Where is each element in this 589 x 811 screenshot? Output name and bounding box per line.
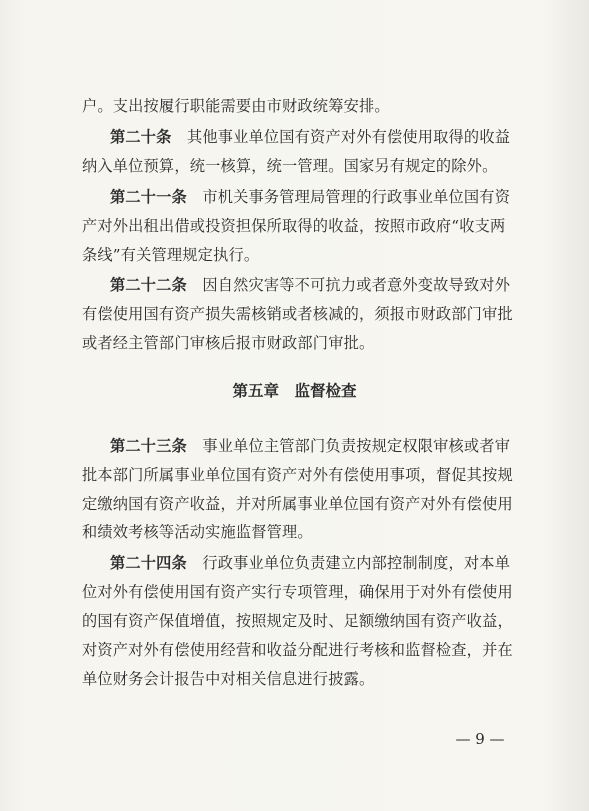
text-line: 单位财务会计报告中对相关信息进行披露。 [82,670,375,688]
article-24-first-line: 第二十四条 行政事业单位负责建立内部控制制度，对本单 [110,554,511,572]
text-line: 纳入单位预算，统一核算，统一管理。国家另有规定的除外。 [82,157,498,175]
chapter-title: 第五章 监督检查 [232,381,357,400]
article-21-label: 第二十一条 [110,188,187,206]
article-23-label: 第二十三条 [110,437,187,455]
text-line: 户。支出按履行职能需要由市财政统筹安排。 [82,97,390,115]
page-number: — 9 — [455,730,505,748]
text-line: 批本部门所属事业单位国有资产对外有偿使用事项，督促其按规 [82,466,513,484]
text-line: 位对外有偿使用国有资产实行专项管理，确保用于对外有偿使用 [82,583,513,601]
text-line: 条线”有关管理规定执行。 [82,246,260,264]
article-20-label: 第二十条 [110,128,172,146]
text-line: 定缴纳国有资产收益，并对所属事业单位国有资产对外有偿使用 [82,495,513,513]
text-line: 的国有资产保值增值，按照规定及时、足额缴纳国有资产收益， [82,612,513,630]
text-line: 产对外出租出借或投资担保所取得的收益，按照市政府“收支两 [82,217,506,235]
article-20-first-line: 第二十条 其他事业单位国有资产对外有偿使用取得的收益 [110,128,511,146]
article-22-label: 第二十二条 [110,276,187,294]
article-24-label: 第二十四条 [110,554,187,572]
article-22-first-line: 第二十二条 因自然灾害等不可抗力或者意外变故导致对外 [110,276,511,294]
text-line: 或者经主管部门审核后报市财政部门审批。 [82,334,375,352]
text-line: 对资产对外有偿使用经营和收益分配进行考核和监督检查，并在 [82,641,513,659]
text-line: 和绩效考核等活动实施监督管理。 [82,523,313,541]
text-line: 有偿使用国有资产损失需核销或者核减的，须报市财政部门审批 [82,305,513,323]
article-23-first-line: 第二十三条 事业单位主管部门负责按规定权限审核或者审 [110,437,511,455]
article-21-first-line: 第二十一条 市机关事务管理局管理的行政事业单位国有资 [110,188,511,206]
